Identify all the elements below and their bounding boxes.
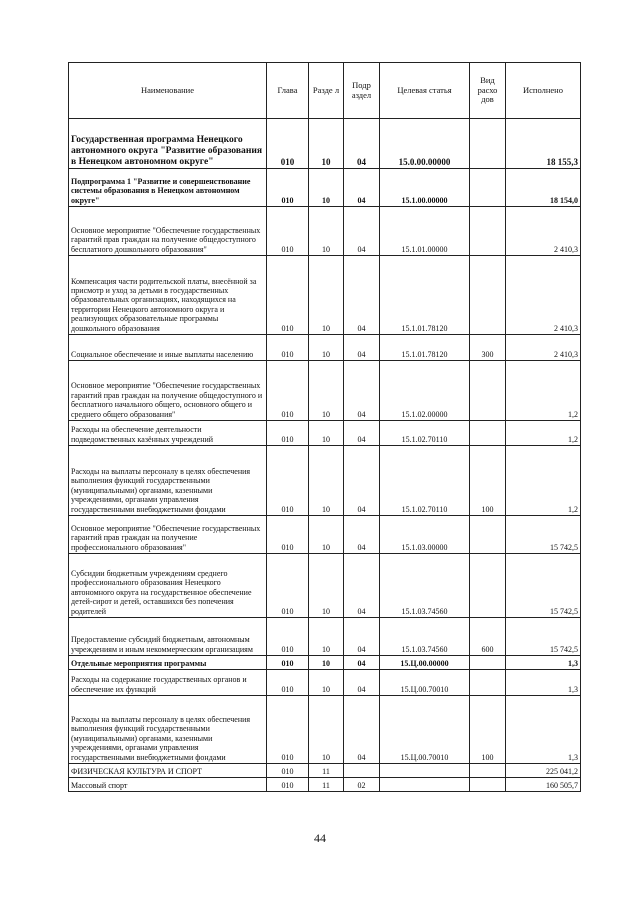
- row-name: Предоставление субсидий бюджетным, автономным учреждениям и иным некоммерческим организациям: [69, 618, 267, 656]
- row-razdel: 10: [309, 446, 344, 516]
- row-name: Основное мероприятие "Обеспечение государственных гарантий прав граждан на получение профессионального образования": [69, 516, 267, 554]
- row-amount: 1,3: [506, 696, 581, 764]
- row-razdel: 10: [309, 656, 344, 670]
- table-row: [69, 119, 581, 169]
- row-amount: 15 742,5: [506, 554, 581, 618]
- row-name: Компенсация части родительской платы, внесённой за присмотр и уход за детьми в государственных образовательных организациях, находящихся на территории Ненецкого автономного округа и реализующих образовательные программы дошкольного образования: [69, 256, 267, 335]
- header-name: Наименование: [69, 63, 267, 119]
- row-amount: 1,3: [506, 670, 581, 696]
- row-razdel: 10: [309, 361, 344, 421]
- row-razdel: 10: [309, 119, 344, 169]
- row-vid: [470, 516, 506, 554]
- row-glava: 010: [267, 618, 309, 656]
- row-statya: 15.1.02.00000: [380, 361, 470, 421]
- row-statya: 15.1.01.78120: [380, 256, 470, 335]
- row-glava: 010: [267, 670, 309, 696]
- row-amount: 160 505,7: [506, 778, 581, 792]
- row-amount: 2 410,3: [506, 256, 581, 335]
- row-glava: 010: [267, 207, 309, 256]
- row-name: Подпрограмма 1 "Развитие и совершенствование системы образования в Ненецком автономном округе": [69, 169, 267, 207]
- row-razdel: 11: [309, 764, 344, 778]
- row-amount: 1,3: [506, 656, 581, 670]
- table-row: [69, 554, 581, 618]
- row-statya: 15.1.03.00000: [380, 516, 470, 554]
- row-vid: 100: [470, 446, 506, 516]
- row-name: Расходы на выплаты персоналу в целях обеспечения выполнения функций государственными (муниципальными) органами, казенными учреждениями, органами управления государственными внебюджетными фондами: [69, 446, 267, 516]
- row-glava: 010: [267, 335, 309, 361]
- row-razdel: 10: [309, 421, 344, 446]
- row-glava: 010: [267, 656, 309, 670]
- row-glava: 010: [267, 119, 309, 169]
- row-glava: 010: [267, 778, 309, 792]
- row-podrazdel: 04: [344, 335, 380, 361]
- row-podrazdel: 04: [344, 446, 380, 516]
- row-razdel: 10: [309, 554, 344, 618]
- row-podrazdel: 04: [344, 618, 380, 656]
- row-vid: [470, 764, 506, 778]
- row-razdel: 10: [309, 207, 344, 256]
- row-podrazdel: 04: [344, 169, 380, 207]
- row-glava: 010: [267, 169, 309, 207]
- row-vid: [470, 554, 506, 618]
- row-name: Расходы на выплаты персоналу в целях обеспечения выполнения функций государственными (муниципальными) органами, казенными учреждениями, органами управления государственными внебюджетными фондами: [69, 696, 267, 764]
- row-name: ФИЗИЧЕСКАЯ КУЛЬТУРА И СПОРТ: [69, 764, 267, 778]
- row-glava: 010: [267, 554, 309, 618]
- row-vid: 600: [470, 618, 506, 656]
- row-vid: 100: [470, 696, 506, 764]
- row-vid: [470, 656, 506, 670]
- row-podrazdel: 04: [344, 696, 380, 764]
- row-amount: 2 410,3: [506, 207, 581, 256]
- table-row: [69, 361, 581, 421]
- row-name: Субсидии бюджетным учреждениям среднего профессионального образования Ненецкого автономного округа на государственное обеспечение детей-сирот и детей, оставшихся без попечения родителей: [69, 554, 267, 618]
- header-glava: Глава: [267, 63, 309, 119]
- row-vid: [470, 670, 506, 696]
- row-vid: [470, 169, 506, 207]
- row-glava: 010: [267, 696, 309, 764]
- row-amount: 18 155,3: [506, 119, 581, 169]
- row-amount: 1,2: [506, 421, 581, 446]
- row-podrazdel: 04: [344, 119, 380, 169]
- row-name: Государственная программа Ненецкого автономного округа "Развитие образования в Ненецком автономном округе": [69, 119, 267, 169]
- row-name: Социальное обеспечение и иные выплаты населению: [69, 335, 267, 361]
- table-row: [69, 618, 581, 656]
- row-vid: [470, 361, 506, 421]
- table-row: [69, 421, 581, 446]
- row-razdel: 10: [309, 516, 344, 554]
- row-amount: 18 154,0: [506, 169, 581, 207]
- row-razdel: 11: [309, 778, 344, 792]
- page-number: 44: [314, 831, 326, 845]
- row-podrazdel: [344, 764, 380, 778]
- row-statya: 15.1.03.74560: [380, 618, 470, 656]
- row-vid: [470, 119, 506, 169]
- header-statya: Целевая статья: [380, 63, 470, 119]
- row-podrazdel: 04: [344, 516, 380, 554]
- row-vid: [470, 421, 506, 446]
- table-row: [69, 169, 581, 207]
- row-statya: 15.Ц.00.70010: [380, 670, 470, 696]
- row-glava: 010: [267, 421, 309, 446]
- row-podrazdel: 04: [344, 421, 380, 446]
- header-vid: Вид расхо дов: [470, 63, 506, 119]
- row-statya: 15.1.02.70110: [380, 421, 470, 446]
- row-razdel: 10: [309, 618, 344, 656]
- row-statya: [380, 778, 470, 792]
- row-razdel: 10: [309, 335, 344, 361]
- table-row: [69, 696, 581, 764]
- row-statya: 15.1.02.70110: [380, 446, 470, 516]
- table-row: [69, 256, 581, 335]
- row-amount: 1,2: [506, 446, 581, 516]
- row-name: Расходы на обеспечение деятельности подведомственных казённых учреждений: [69, 421, 267, 446]
- header-amount: Исполнено: [506, 63, 581, 119]
- row-podrazdel: 04: [344, 554, 380, 618]
- row-name: Основное мероприятие "Обеспечение государственных гарантий прав граждан на получение общедоступного и бесплатного начального общего, основного общего и среднего общего образования": [69, 361, 267, 421]
- row-glava: 010: [267, 516, 309, 554]
- row-podrazdel: 02: [344, 778, 380, 792]
- row-vid: 300: [470, 335, 506, 361]
- row-statya: 15.1.01.00000: [380, 207, 470, 256]
- row-glava: 010: [267, 256, 309, 335]
- row-statya: [380, 764, 470, 778]
- row-vid: [470, 256, 506, 335]
- table-row: [69, 670, 581, 696]
- row-razdel: 10: [309, 256, 344, 335]
- table-row: [69, 778, 581, 792]
- row-razdel: 10: [309, 696, 344, 764]
- row-vid: [470, 778, 506, 792]
- table-row: [69, 207, 581, 256]
- table-header-row: [69, 63, 581, 119]
- row-name: Массовый спорт: [69, 778, 267, 792]
- row-amount: 15 742,5: [506, 516, 581, 554]
- row-razdel: 10: [309, 169, 344, 207]
- row-podrazdel: 04: [344, 207, 380, 256]
- row-statya: 15.1.00.00000: [380, 169, 470, 207]
- row-glava: 010: [267, 446, 309, 516]
- row-statya: 15.Ц.00.70010: [380, 696, 470, 764]
- row-amount: 15 742,5: [506, 618, 581, 656]
- row-statya: 15.1.01.78120: [380, 335, 470, 361]
- header-podrazdel: Подр аздел: [344, 63, 380, 119]
- row-vid: [470, 207, 506, 256]
- row-statya: 15.Ц.00.00000: [380, 656, 470, 670]
- table-row: [69, 446, 581, 516]
- table-row: [69, 764, 581, 778]
- row-podrazdel: 04: [344, 256, 380, 335]
- row-name: Расходы на содержание государственных органов и обеспечение их функций: [69, 670, 267, 696]
- row-name: Отдельные мероприятия программы: [69, 656, 267, 670]
- row-statya: 15.0.00.00000: [380, 119, 470, 169]
- budget-execution-table: [68, 62, 581, 792]
- row-amount: 225 041,2: [506, 764, 581, 778]
- row-glava: 010: [267, 361, 309, 421]
- row-amount: 1,2: [506, 361, 581, 421]
- row-amount: 2 410,3: [506, 335, 581, 361]
- row-glava: 010: [267, 764, 309, 778]
- row-statya: 15.1.03.74560: [380, 554, 470, 618]
- row-podrazdel: 04: [344, 361, 380, 421]
- header-razdel: Разде л: [309, 63, 344, 119]
- row-razdel: 10: [309, 670, 344, 696]
- table-row: [69, 656, 581, 670]
- row-name: Основное мероприятие "Обеспечение государственных гарантий прав граждан на получение общедоступного бесплатного дошкольного образования": [69, 207, 267, 256]
- table-row: [69, 516, 581, 554]
- table-row: [69, 335, 581, 361]
- row-podrazdel: 04: [344, 670, 380, 696]
- row-podrazdel: 04: [344, 656, 380, 670]
